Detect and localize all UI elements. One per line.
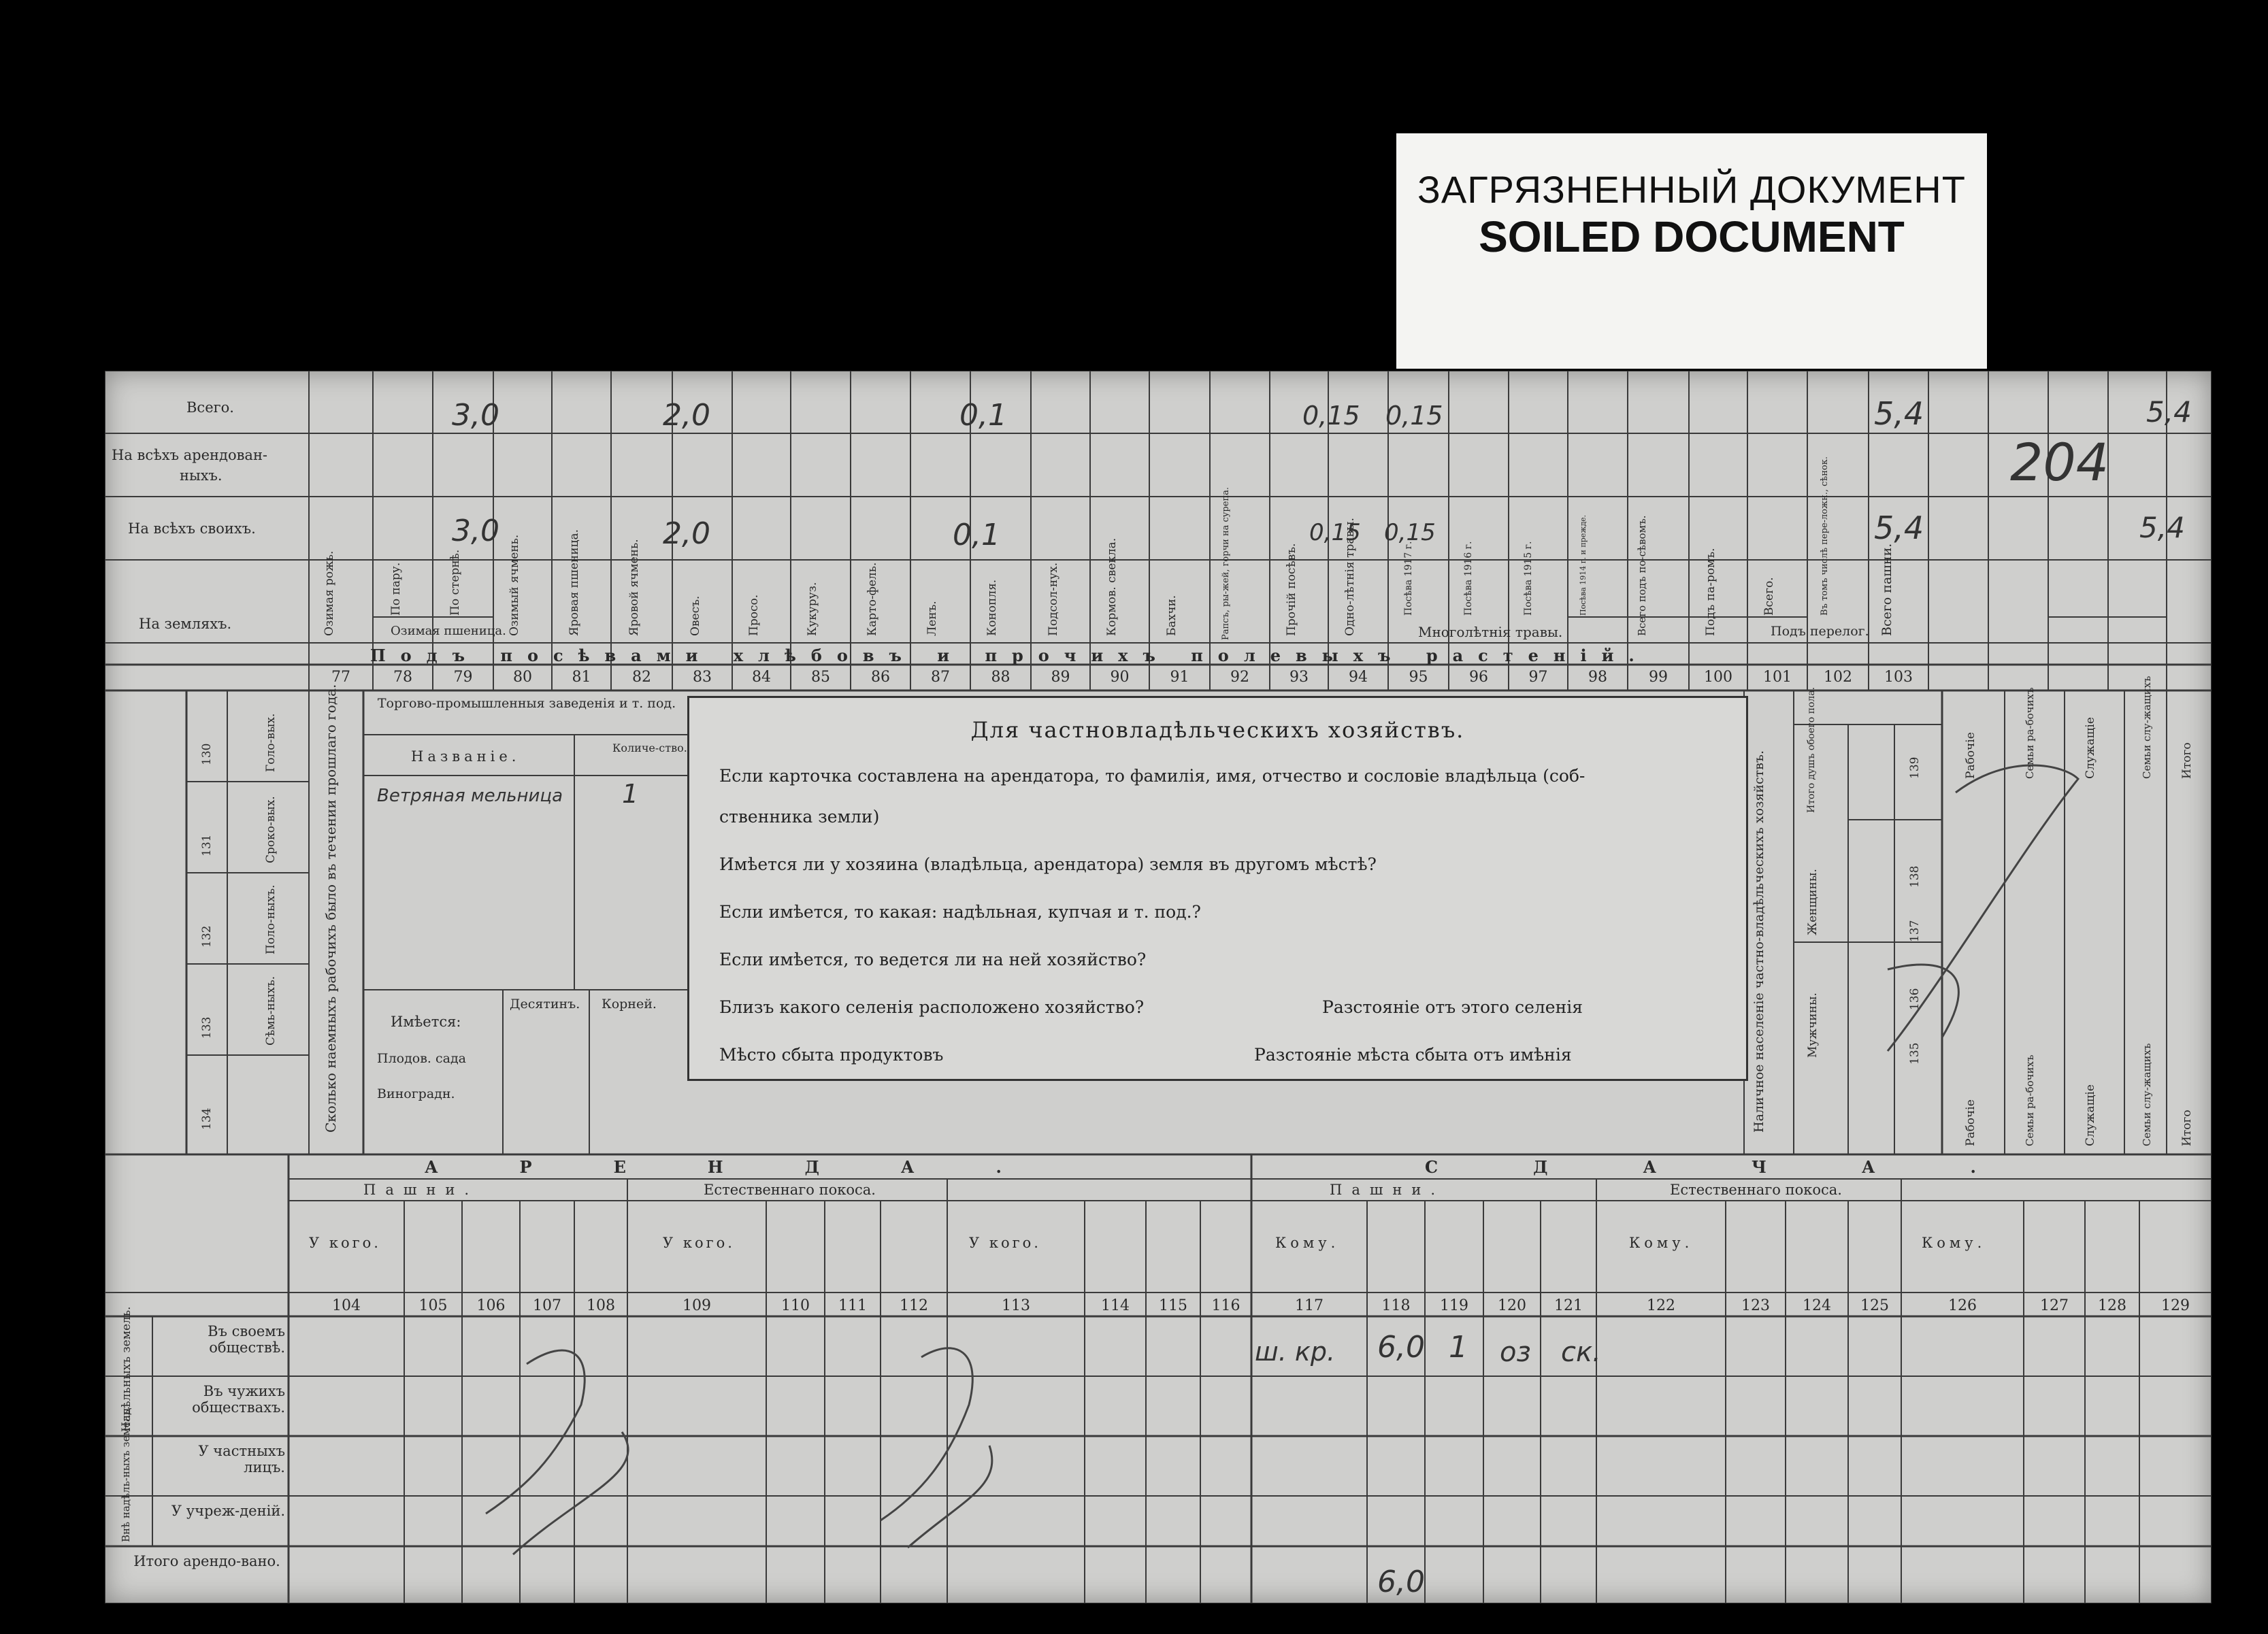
- soiled-document-label: [1396, 133, 1987, 369]
- column-number: 110: [781, 1297, 810, 1314]
- column-number: 116: [1211, 1297, 1240, 1314]
- question-owner: Если карточка составлена на арендатора, то фамилiя, имя, отчество и сословiе владѣльца (соб-: [719, 766, 1585, 786]
- hw-sdacha-pay: ск.: [1561, 1337, 1601, 1368]
- column-number: 90: [1110, 669, 1130, 686]
- row-total-rented: Итого арендо-вано.: [133, 1553, 280, 1569]
- crop-header: Рапсъ, ры-жей, горчи на сурепа.: [1221, 486, 1231, 640]
- hw-total-sown: 5,4: [1874, 395, 1924, 432]
- column-number: 87: [931, 669, 950, 686]
- sdacha-to-header: Кому.: [1275, 1235, 1340, 1251]
- pop-men: Мужчины.: [1806, 993, 1820, 1058]
- column-number: 82: [632, 669, 651, 686]
- column-number: 112: [900, 1297, 928, 1314]
- pop-col-number: 135: [1908, 1042, 1922, 1065]
- hw-total-spring-barley: 2,0: [663, 398, 710, 433]
- winter-wheat-group: Озимая пшеница.: [391, 624, 506, 638]
- row-total-label: Всего.: [186, 399, 234, 416]
- pop-col-number: 136: [1908, 988, 1922, 1010]
- pop-category: Рабочiе: [1964, 732, 1977, 779]
- orchard-label: Плодов. сада: [377, 1051, 466, 1066]
- crop-header: Яровая пшеница.: [568, 529, 581, 636]
- column-number: 113: [1002, 1297, 1030, 1314]
- column-number: 118: [1381, 1297, 1411, 1314]
- trade-title: Торгово-промышленныя заведенiя и т. под.: [377, 696, 676, 711]
- crop-header: Карто-фель.: [866, 562, 879, 636]
- trade-name-header: Названiе.: [411, 748, 521, 765]
- column-number: 123: [1741, 1297, 1770, 1314]
- worker-type: Сѣмь-ныхъ.: [264, 976, 278, 1046]
- column-number: 124: [1803, 1297, 1831, 1314]
- crop-header: Яровой ячмень.: [627, 539, 641, 636]
- pop-category: Семьи слу-жащихъ: [2141, 1043, 2153, 1146]
- col-number: 133: [200, 1016, 214, 1039]
- pop-total-both: Итого душъ обоего пола.: [1806, 686, 1817, 813]
- perennial-group: Многолѣтнiя травы.: [1418, 624, 1563, 640]
- arenda-pokos: Естественнаго покоса.: [704, 1182, 876, 1198]
- pop-category: Семьи ра-бочихъ: [2024, 1054, 2036, 1146]
- row-rented-label-b: ныхъ.: [180, 467, 223, 484]
- crop-header: Всего подъ по-сѣвомъ.: [1636, 515, 1648, 636]
- hw-own-arable: 5,4: [2139, 511, 2185, 544]
- column-number: 98: [1588, 669, 1607, 686]
- column-number: 94: [1349, 669, 1368, 686]
- question-village-distance: Разстоянiе отъ этого селенiя: [1322, 997, 1583, 1017]
- soiled-label-en: SOILED DOCUMENT: [1479, 212, 1905, 261]
- column-number: 86: [871, 669, 890, 686]
- fallow-group: Подъ перелог.: [1771, 624, 1869, 639]
- worker-type: Поло-ныхъ.: [264, 884, 278, 954]
- pop-category: Итого: [2180, 742, 2194, 779]
- sdacha-to-header: Кому.: [1629, 1235, 1694, 1251]
- crop-header: Всего.: [1762, 577, 1776, 616]
- question-other-land: Имѣется ли у хозяина (владѣльца, арендатора) земля въ другомъ мѣстѣ?: [719, 854, 1377, 874]
- column-number: 117: [1295, 1297, 1324, 1314]
- worker-type: Сроко-вых.: [264, 796, 278, 863]
- sdacha-to-header: Кому.: [1922, 1235, 1986, 1251]
- pop-category: Семьи ра-бочихъ: [2024, 687, 2036, 779]
- column-number: 103: [1884, 669, 1913, 686]
- column-number: 99: [1649, 669, 1668, 686]
- column-number: 91: [1170, 669, 1189, 686]
- hw-total-arable: 5,4: [2146, 395, 2192, 429]
- column-number: 78: [393, 669, 412, 686]
- korney-header: Корней.: [602, 997, 657, 1012]
- column-number: 77: [331, 669, 350, 686]
- hw-total-rented-qty: 6,0: [1377, 1565, 1425, 1599]
- crop-header: Озимая рожь.: [323, 550, 336, 636]
- crop-header: Конопля.: [985, 579, 999, 636]
- sdacha-title: СДАЧА.: [1425, 1157, 2071, 1177]
- pop-category: Служащiе: [2084, 1084, 2097, 1146]
- row-lands-label: На земляхъ.: [139, 616, 232, 632]
- col-number: 132: [200, 925, 214, 948]
- private-farms-box: [687, 696, 1748, 1081]
- column-number: 121: [1554, 1297, 1583, 1314]
- arenda-from-header: У кого.: [309, 1235, 381, 1251]
- column-number: 106: [476, 1297, 506, 1314]
- arenda-title: АРЕНДА.: [425, 1157, 1083, 1177]
- question-market: Мѣсто сбыта продуктовъ: [719, 1045, 944, 1065]
- column-number: 80: [513, 669, 532, 686]
- crop-header: Озимый ячмень.: [508, 534, 521, 636]
- crop-header: Подсол-нух.: [1047, 562, 1060, 636]
- desyatin-header: Десятинъ.: [510, 997, 580, 1012]
- column-number: 89: [1051, 669, 1070, 686]
- has-label: Имѣется:: [391, 1014, 461, 1030]
- crop-header: По стернѣ.: [448, 549, 462, 616]
- arenda-from-header: У кого.: [663, 1235, 735, 1251]
- column-number: 93: [1289, 669, 1309, 686]
- column-number: 119: [1440, 1297, 1468, 1314]
- arenda-from-header: У кого.: [969, 1235, 1041, 1251]
- column-number: 128: [2098, 1297, 2126, 1314]
- hw-own-rye-wheat: 3,0: [452, 514, 499, 548]
- crop-header: Въ томъ числѣ пере-ложн., сѣнок.: [1820, 456, 1830, 616]
- column-number: 108: [587, 1297, 615, 1314]
- row-private-persons: У частныхъ лицъ.: [198, 1443, 285, 1475]
- crop-header: По пару.: [389, 562, 403, 616]
- row-own-label: На всѣхъ своихъ.: [128, 520, 256, 537]
- crop-header: Посѣва 1915 г.: [1523, 541, 1534, 616]
- question-village: Близъ какого селенiя расположено хозяйство?: [719, 997, 1145, 1017]
- column-number: 105: [418, 1297, 448, 1314]
- hw-trade-qty: 1: [622, 779, 639, 809]
- vineyard-label: Виноградн.: [377, 1086, 455, 1101]
- soiled-label-ru: ЗАГРЯЗНЕННЫЙ ДОКУМЕНТ: [1417, 168, 1966, 211]
- column-number: 125: [1860, 1297, 1889, 1314]
- census-card: [105, 371, 2212, 1603]
- hw-trade-name: Ветряная мельница: [377, 786, 563, 806]
- column-number: 88: [991, 669, 1010, 686]
- hw-total-rape: 0,15: [1385, 401, 1443, 431]
- column-number: 85: [811, 669, 830, 686]
- col-number: 134: [200, 1107, 214, 1130]
- column-number: 81: [572, 669, 591, 686]
- non-nadel-lands-label: Внѣ надѣль-ныхъ земель.: [120, 1406, 132, 1542]
- crop-header: Посѣва 1916 г.: [1463, 541, 1474, 616]
- hw-own-rape: 0,15: [1384, 519, 1436, 546]
- row-rented-label-a: На всѣхъ арендован-: [112, 447, 268, 463]
- row-own-community: Въ своемъ обществѣ.: [208, 1323, 285, 1356]
- crop-header: Овесъ.: [689, 595, 702, 636]
- row-institutions: У учреж-денiй.: [171, 1503, 285, 1519]
- col-number: 130: [200, 743, 214, 765]
- hw-own-potato: 0,1: [953, 518, 1000, 552]
- column-number: 111: [838, 1297, 867, 1314]
- crop-header: Посѣва 1914 г. и прежде.: [1579, 514, 1588, 616]
- column-number: 97: [1528, 669, 1548, 686]
- pop-category: Семьи слу-жащихъ: [2141, 676, 2153, 779]
- column-number: 79: [453, 669, 473, 686]
- column-number: 107: [533, 1297, 561, 1314]
- crop-header: Ленъ.: [925, 601, 939, 636]
- private-farms-title: Для частновладѣльческихъ хозяйствъ.: [970, 717, 1465, 743]
- worker-type: Голо-вых.: [264, 713, 278, 772]
- crop-header: Подъ па-ромъ.: [1704, 548, 1718, 636]
- column-number: 104: [332, 1297, 361, 1314]
- hw-total-rye-wheat: 3,0: [452, 398, 499, 433]
- column-number: 129: [2161, 1297, 2190, 1314]
- hw-own-sown: 5,4: [1874, 510, 1924, 546]
- crop-header: Просо.: [747, 594, 761, 636]
- crop-header: Посѣва 1917 г.: [1403, 541, 1414, 616]
- hw-total-melons: 0,15: [1302, 401, 1360, 431]
- crop-section-title: Подъ посѣвами хлѣбовъ и прочихъ полевыхъ растенiй.: [370, 646, 1649, 665]
- hw-sdacha-crop: оз: [1500, 1337, 1531, 1368]
- question-farming: Если имѣется, то ведется ли на ней хозяйство?: [719, 950, 1147, 969]
- population-title: Наличное населенiе частно-владѣльческихъ хозяйствъ.: [1752, 750, 1766, 1133]
- column-number: 115: [1159, 1297, 1187, 1314]
- col-number: 131: [200, 834, 214, 856]
- pop-women: Женщины.: [1806, 869, 1820, 935]
- pop-category: Итого: [2180, 1110, 2194, 1146]
- pop-category: Рабочiе: [1964, 1099, 1977, 1146]
- column-number: 126: [1948, 1297, 1977, 1314]
- row-other-communities: Въ чужихъ обществахъ.: [192, 1383, 285, 1416]
- sdacha-pokos: Естественнаго покоса.: [1670, 1182, 1842, 1198]
- crop-header: Кукуруз.: [806, 582, 819, 636]
- hw-sdacha-qty: 6,0: [1377, 1330, 1425, 1365]
- hired-workers-label: Сколько наемныхъ рабочихъ было въ течении прошлаго года.: [323, 684, 339, 1133]
- crop-header: Всего пашни.: [1879, 543, 1894, 636]
- arenda-pashni: Пашни.: [363, 1182, 479, 1198]
- hw-total-potato: 0,1: [959, 398, 1007, 433]
- column-number: 120: [1498, 1297, 1526, 1314]
- column-number: 101: [1763, 669, 1792, 686]
- question-owner-cont: ственника земли): [719, 807, 880, 827]
- question-land-type: Если имѣется, то какая: надѣльная, купчая и т. под.?: [719, 902, 1201, 922]
- column-number: 95: [1409, 669, 1428, 686]
- column-number: 83: [693, 669, 712, 686]
- crop-header: Одно-лѣтнiя травы.: [1343, 518, 1357, 636]
- crop-header: Бахчи.: [1165, 595, 1179, 636]
- hw-code-number: 204: [2010, 432, 2109, 493]
- column-number: 127: [2040, 1297, 2069, 1314]
- hw-sdacha-term: 1: [1449, 1330, 1468, 1365]
- crop-header: Кормов. свекла.: [1105, 537, 1119, 636]
- trade-qty-header: Количе-ство.: [612, 741, 687, 754]
- column-number: 102: [1824, 669, 1852, 686]
- pop-category: Служащiе: [2084, 717, 2097, 779]
- column-number: 92: [1230, 669, 1249, 686]
- column-number: 109: [683, 1297, 711, 1314]
- pop-col-number: 139: [1908, 756, 1922, 779]
- hw-own-spring-barley: 2,0: [663, 516, 710, 551]
- column-number: 84: [752, 669, 771, 686]
- nadel-lands-label: Надѣльныхъ земель.: [120, 1306, 133, 1432]
- column-number: 122: [1647, 1297, 1675, 1314]
- pop-col-number: 137: [1908, 920, 1922, 942]
- pop-col-number: 138: [1908, 865, 1922, 888]
- crop-header: Прочiй посѣвъ.: [1285, 543, 1298, 636]
- column-number: 114: [1101, 1297, 1130, 1314]
- hw-own-melons: 0,15: [1309, 519, 1361, 546]
- column-number: 100: [1704, 669, 1732, 686]
- column-number: 96: [1469, 669, 1488, 686]
- hw-sdacha-to: ш. кр.: [1255, 1337, 1336, 1367]
- sdacha-pashni: Пашни.: [1330, 1182, 1445, 1198]
- question-market-distance: Разстоянiе мѣста сбыта отъ имѣнiя: [1254, 1045, 1572, 1065]
